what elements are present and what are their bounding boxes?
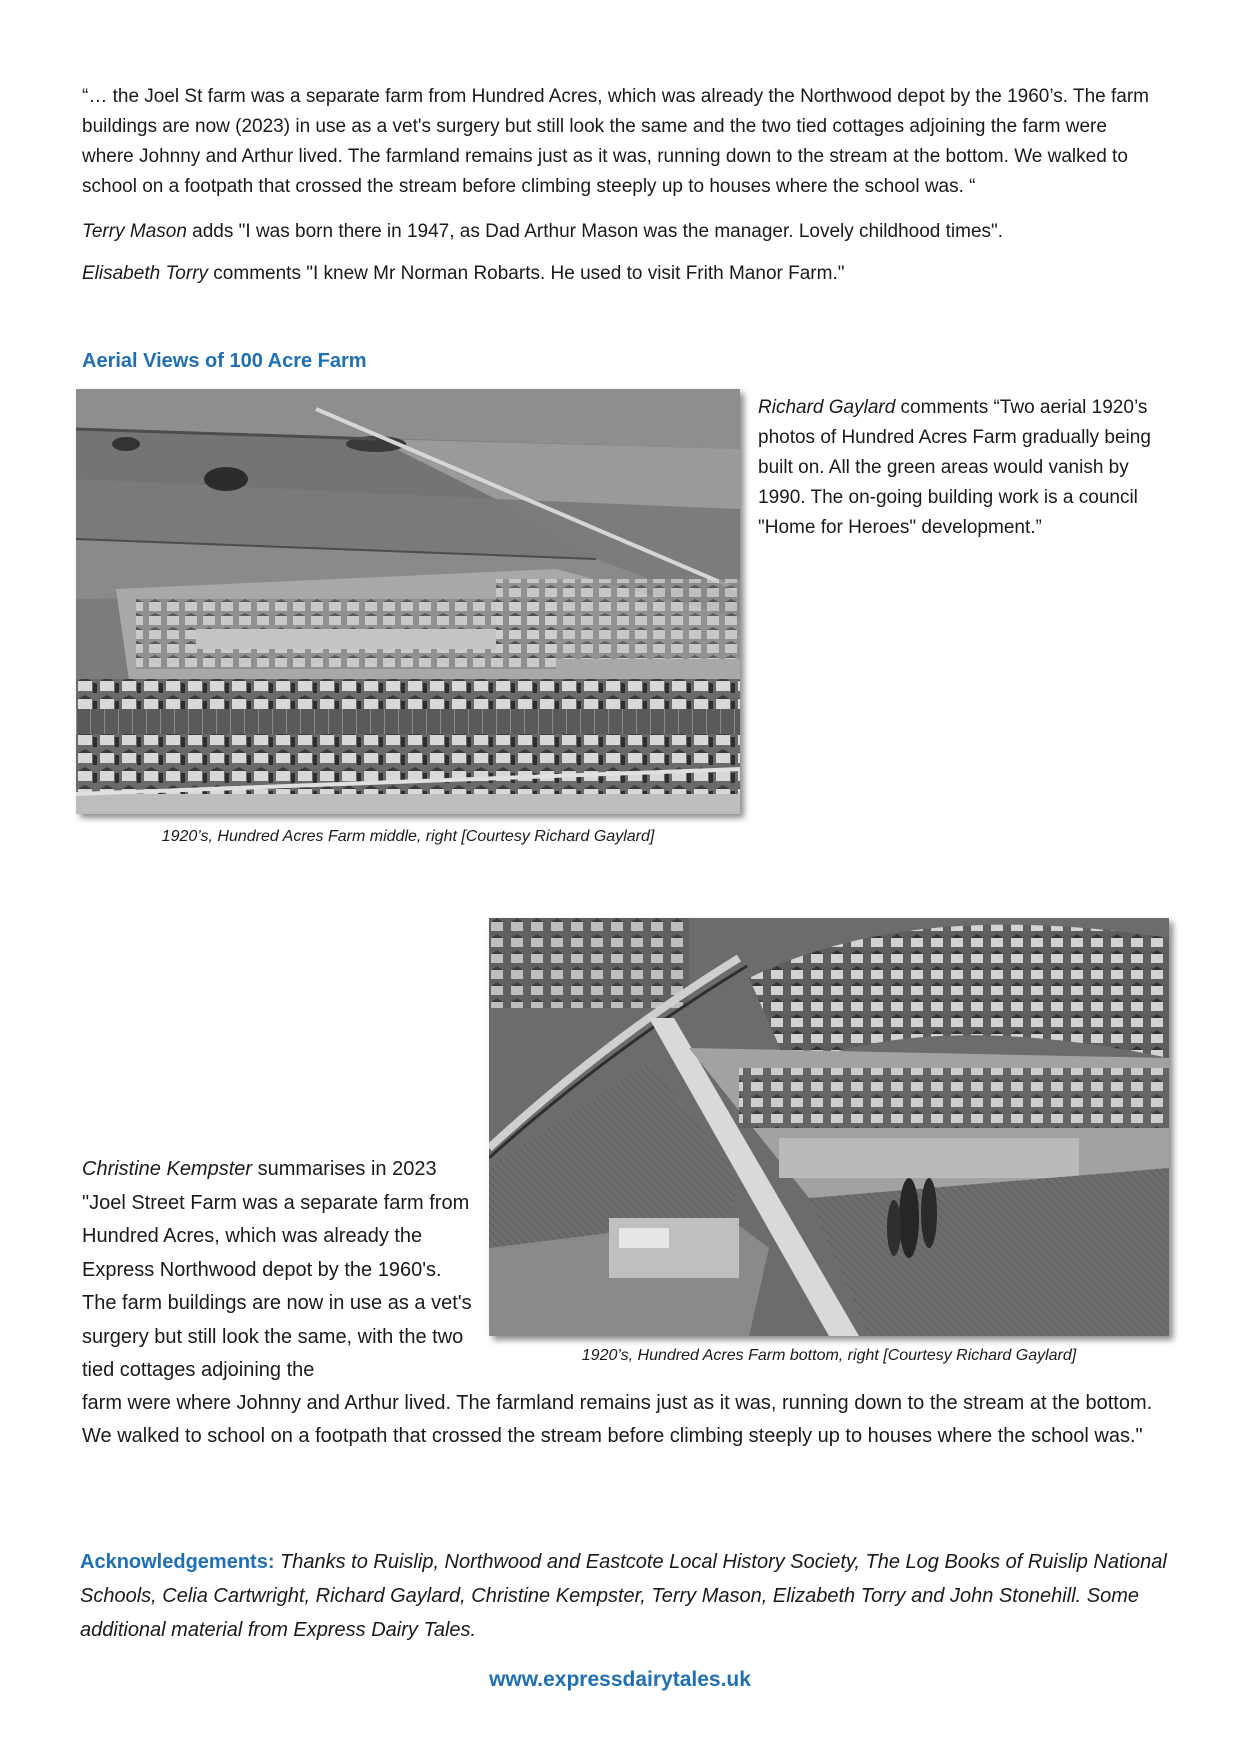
photo-2-caption: 1920’s, Hundred Acres Farm bottom, right [Courtesy Richard Gaylard] <box>581 1347 1077 1364</box>
terry-mason-text: adds "I was born there in 1947, as Dad Arthur Mason was the manager. Lovely childhood times". <box>186 221 1004 242</box>
richard-gaylard-text: comments “Two aerial 1920’s photos of Hundred Acres Farm gradually being built on. All the green areas would vanish by 1990. The on-going building work is a council "Home for Heroes" development.” <box>758 397 1151 538</box>
christine-kempster-text-part2: farm were where Johnny and Arthur lived. The farmland remains just as it was, running down to the stream at the bottom. We walked to school on a footpath that crossed the stream before climbing steeply up to houses where the school was." <box>82 1392 1153 1447</box>
photo-1-caption: 1920’s, Hundred Acres Farm middle, right [Courtesy Richard Gaylard] <box>161 828 655 845</box>
aerial-photo-farm-bottom <box>489 918 1169 1336</box>
terry-mason-name: Terry Mason <box>82 221 187 242</box>
christine-kempster-comment <box>82 1153 472 1388</box>
section-heading-aerial-views: Aerial Views of 100 Acre Farm <box>82 350 367 372</box>
aerial-photo-1-image <box>76 389 740 814</box>
aerial-photo-2-image <box>489 918 1169 1336</box>
elisabeth-torry-comment <box>82 259 1162 289</box>
footer-website-link[interactable]: www.expressdairytales.uk <box>489 1668 751 1691</box>
christine-kempster-name: Christine Kempster <box>82 1158 253 1180</box>
elisabeth-torry-text: comments "I knew Mr Norman Robarts. He used to visit Frith Manor Farm." <box>208 263 845 284</box>
christine-kempster-text-part1: summarises in 2023 "Joel Street Farm was a separate farm from Hundred Acres, which was already the Express Northwood depot by the 1960's. The farm buildings are now in use as a vet's surgery but still look the same, with the two tied cottages adjoining the <box>82 1158 472 1381</box>
intro-quote: “… the Joel St farm was a separate farm from Hundred Acres, which was already the Northwood depot by the 1960’s. The farm buildings are now (2023) in use as a vet's surgery but still look the same and the two tied cottages adjoining the farm were where Johnny and Arthur lived. The farmland remains just as it was, running down to the stream at the bottom. We walked to school on a footpath that crossed the stream before climbing steeply up to houses where the school was. “ <box>82 86 1149 197</box>
terry-mason-comment <box>82 217 1162 247</box>
elisabeth-torry-name: Elisabeth Torry <box>82 263 209 284</box>
aerial-photo-farm-middle <box>76 389 740 814</box>
richard-gaylard-name: Richard Gaylard <box>758 397 896 418</box>
acknowledgements-text: Thanks to Ruislip, Northwood and Eastcote Local History Society, The Log Books of Ruislip National Schools, Celia Cartwright, Richard Gaylard, Christine Kempster, Terry Mason, Elizabeth Torry and John Stonehill. Some additional material from Express Dairy Tales. <box>80 1551 1167 1641</box>
acknowledgements-label: Acknowledgements: <box>80 1551 275 1573</box>
acknowledgements <box>80 1545 1170 1647</box>
richard-gaylard-comment <box>758 393 1168 543</box>
